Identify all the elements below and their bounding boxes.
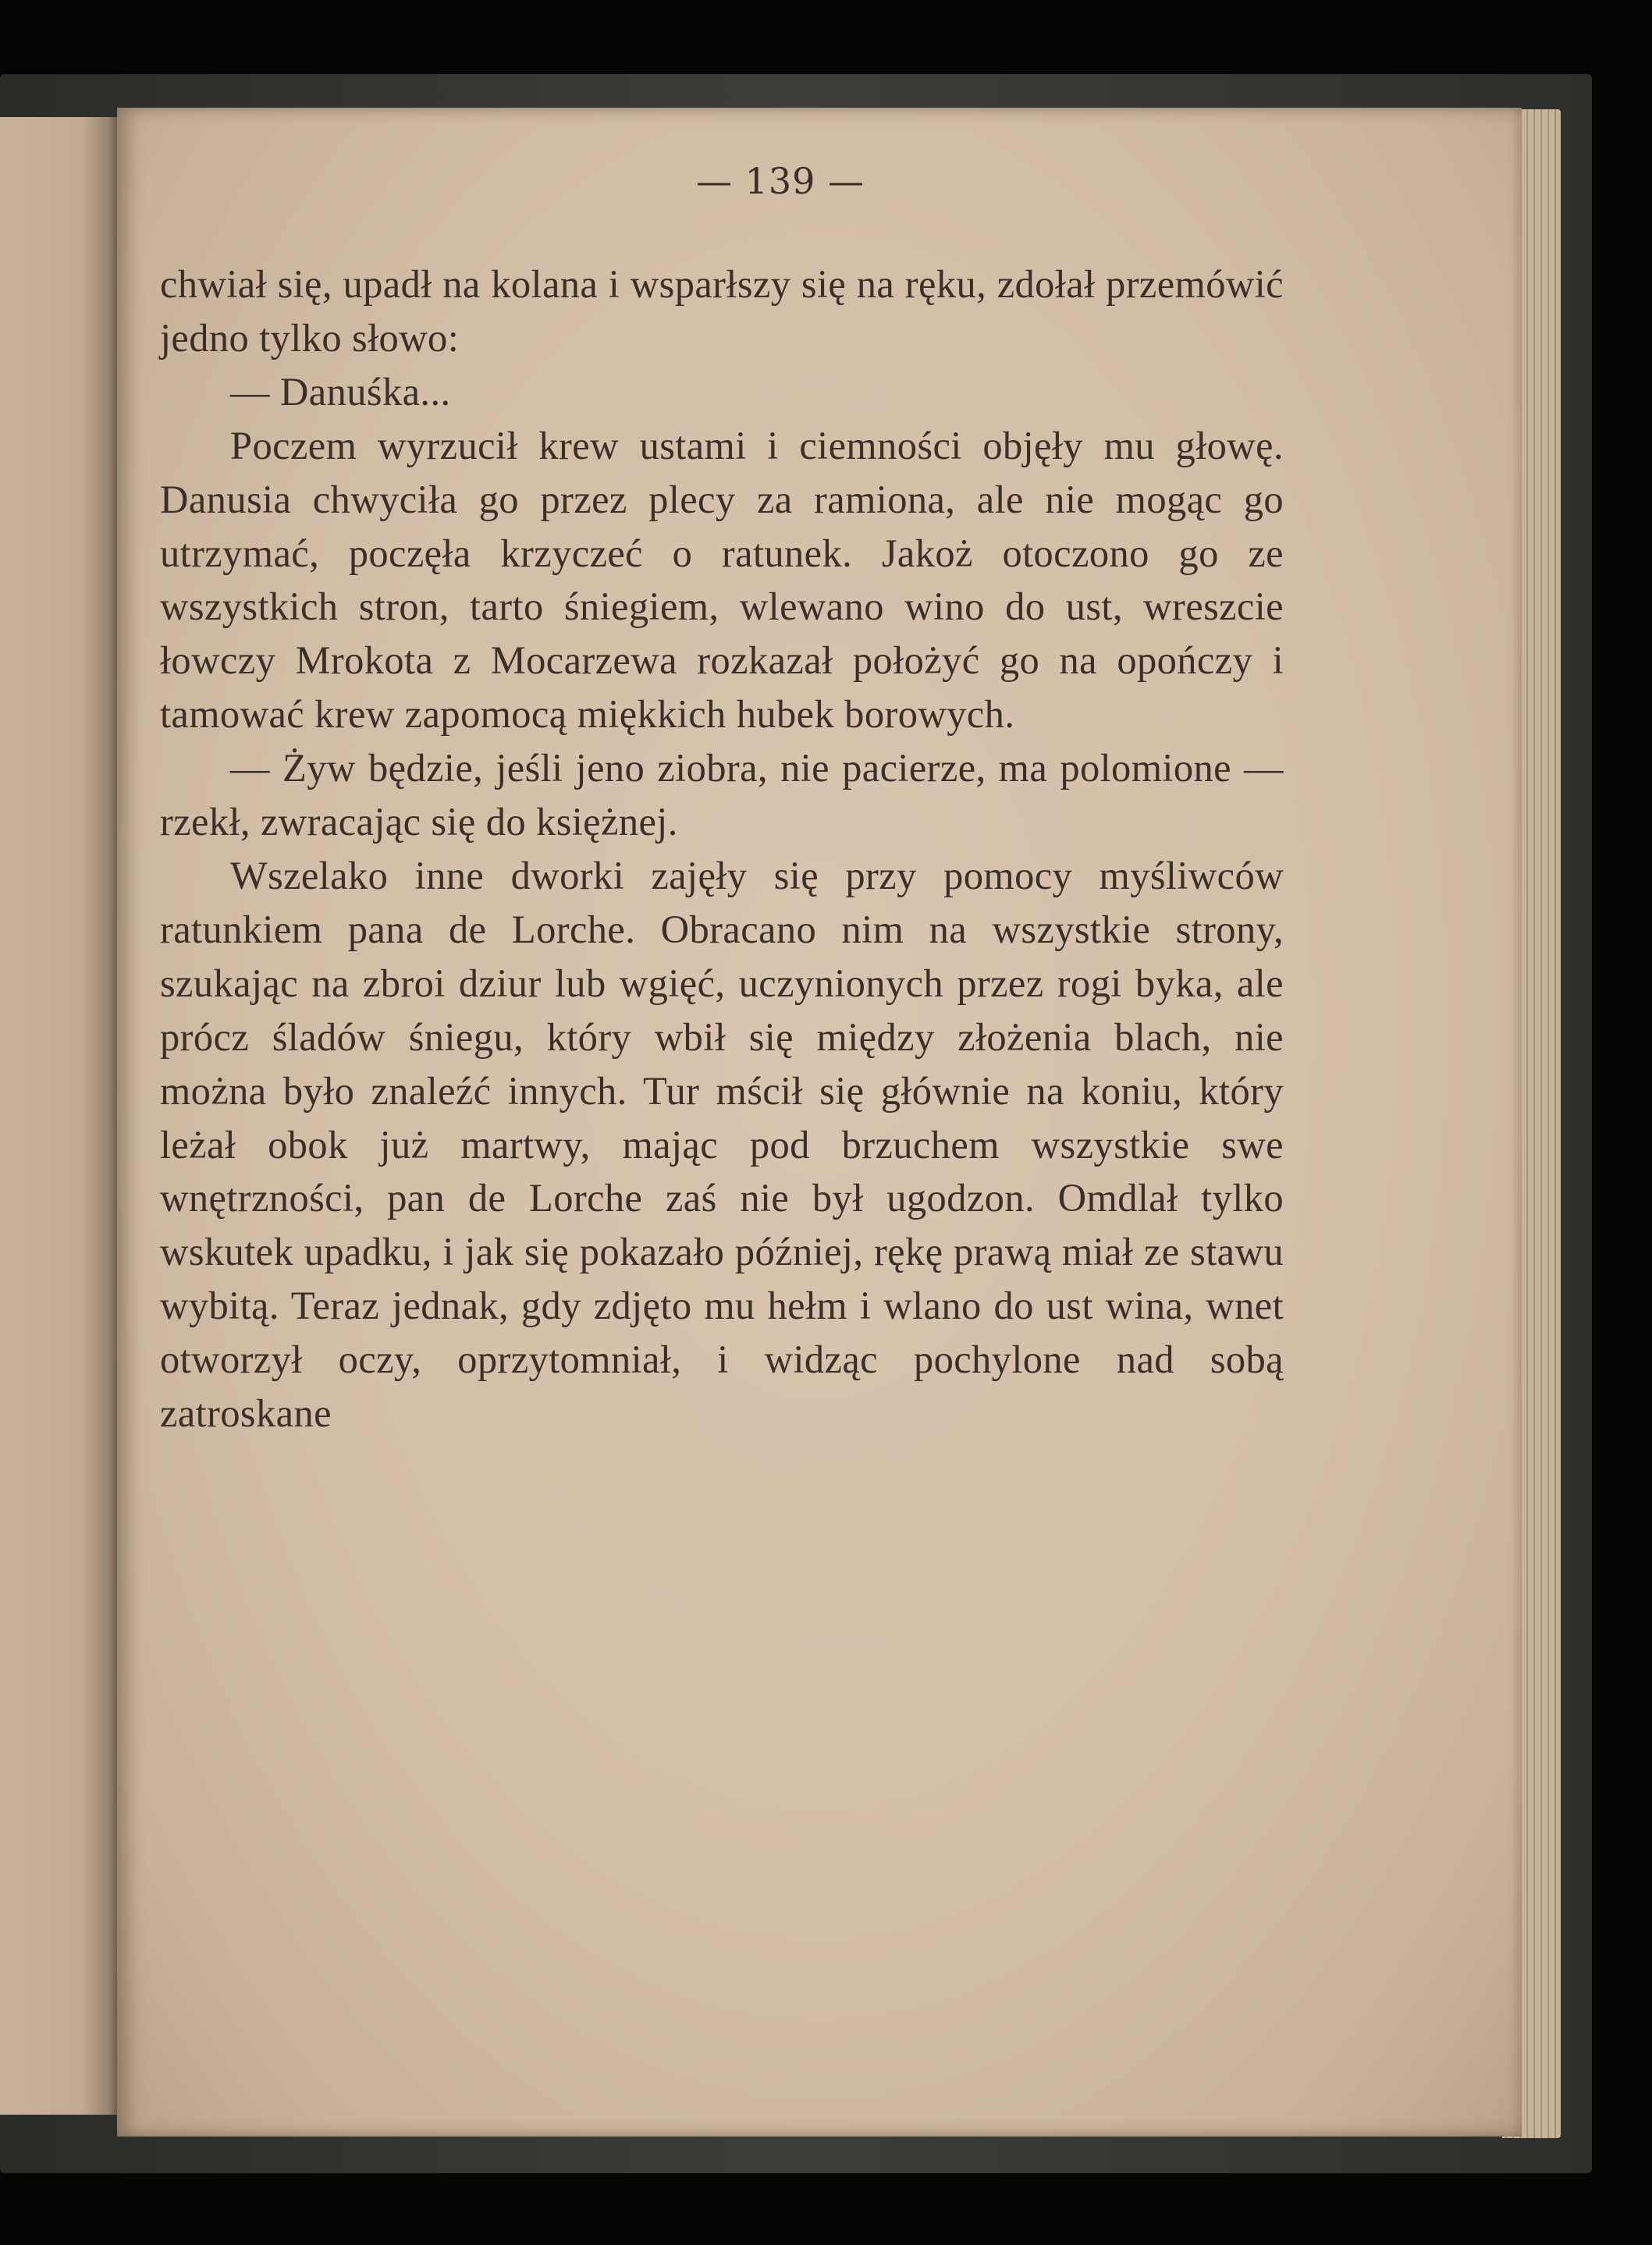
paragraph-1: chwiał się, upadł na kolana i wsparłszy się na ręku, zdołał przemówić jedno tylko słowo: <box>160 262 1284 360</box>
left-page-edge <box>0 117 117 2115</box>
page-text <box>160 258 1284 1440</box>
paragraph-2: — Danuśka... <box>230 369 451 414</box>
paragraph-5: Wszelako inne dworki zajęły się przy pomocy myśliwców ratunkiem pana de Lorche. Obracano nim na wszystkie strony, szukając na zbroi dziur lub wgięć, uczynionych przez rogi byka, ale prócz śladów śniegu, który wbił się między złożenia blach, nie można było znaleźć innych. Tur mścił się głównie na koniu, który leżał obok już martwy, mając pod brzuchem wszystkie swe wnętrzności, pan de Lorche zaś nie był ugodzon. Omdlał tylko wskutek upadku, i jak się pokazało później, rękę prawą miał ze stawu wybitą. Teraz jednak, gdy zdjęto mu hełm i wlano do ust wina, wnet otworzył oczy, oprzytomniał, i widząc pochylone nad sobą zatroskane <box>160 853 1284 1436</box>
paragraph-4: — Żyw będzie, jeśli jeno ziobra, nie pacierze, ma polomione — rzekł, zwracając się do księżnej. <box>160 746 1284 844</box>
paragraph-3: Poczem wyrzucił krew ustami i ciemności objęły mu głowę. Danusia chwyciła go przez plecy za ramiona, ale nie mogąc go utrzymać, poczęła krzyczeć o ratunek. Jakoż otoczono go ze wszystkich stron, tarto śniegiem, wlewano wino do ust, wreszcie łowczy Mrokota z Mocarzewa rozkazał położyć go na opończy i tamować krew zapomocą miękkich hubek borowych. <box>160 423 1284 737</box>
page-number: — 139 — <box>695 160 865 202</box>
